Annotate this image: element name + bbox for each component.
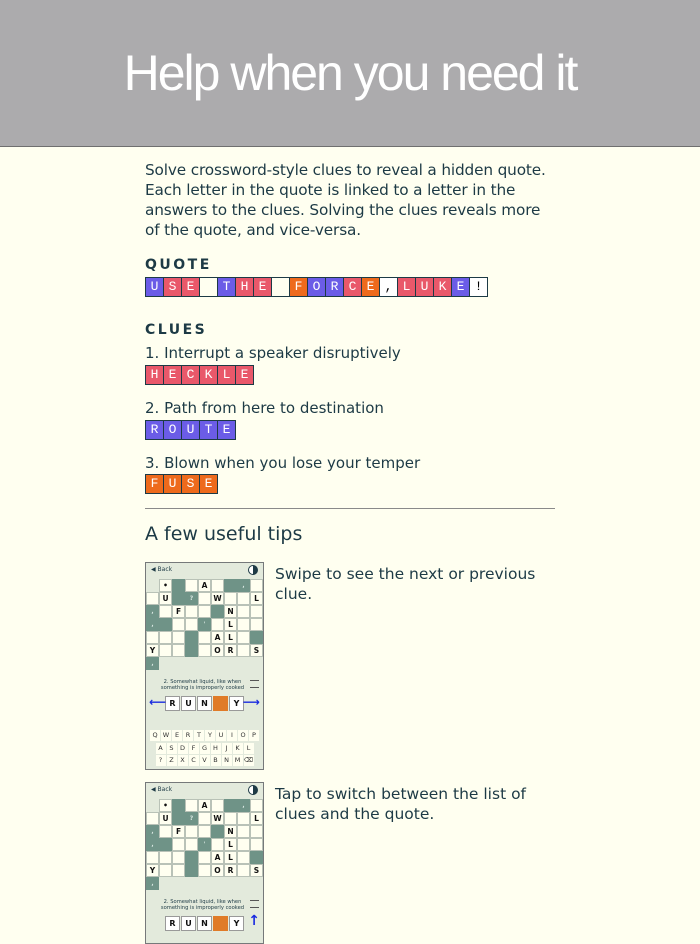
grid-cell[interactable] (185, 825, 198, 838)
quote-letter-tile[interactable]: E (181, 277, 200, 297)
grid-cell[interactable]: O (211, 864, 224, 877)
quote-label: QUOTE (145, 257, 212, 273)
grid-cell[interactable]: L (224, 618, 237, 631)
grid-cell[interactable] (146, 631, 159, 644)
grid-cell[interactable] (172, 877, 185, 890)
grid-cell[interactable]: L (224, 631, 237, 644)
grid-cell[interactable]: N (224, 605, 237, 618)
grid-cell[interactable] (185, 631, 198, 644)
answer-cell[interactable]: N (197, 696, 212, 711)
tip-1-text: Swipe to see the next or previous clue. (275, 565, 536, 603)
grid-cell[interactable] (250, 657, 263, 670)
crossword-grid (146, 799, 263, 890)
grid-cell[interactable] (185, 864, 198, 877)
crossword-grid (146, 579, 263, 670)
answer-cell[interactable]: R (165, 696, 180, 711)
keyboard-row (146, 730, 263, 741)
tips-heading: A few useful tips (145, 523, 303, 545)
arrow-left-icon[interactable]: ⟵ (149, 695, 167, 709)
grid-cell[interactable] (159, 825, 172, 838)
tip-2-text: Tap to switch between the list of clues and the quote. (275, 785, 527, 823)
keyboard-key[interactable]: O (238, 730, 248, 741)
grid-cell[interactable]: L (224, 838, 237, 851)
answer-cell[interactable]: R (165, 916, 180, 931)
grid-cell[interactable]: , (146, 825, 159, 838)
grid-cell[interactable] (224, 799, 237, 812)
clue-1-tiles (145, 365, 253, 385)
grid-cell[interactable]: F (172, 605, 185, 618)
keyboard-key[interactable]: P (249, 730, 259, 741)
arrow-right-icon[interactable]: ⟶ (242, 695, 260, 709)
keyboard-key[interactable]: J (222, 743, 232, 754)
keyboard-key[interactable]: C (189, 755, 199, 766)
keyboard-key[interactable]: ? (156, 755, 166, 766)
phone-top-bar (146, 783, 263, 797)
answer-letter-tile[interactable]: E (199, 474, 218, 494)
quote-letter-tile[interactable]: E (253, 277, 272, 297)
grid-cell[interactable]: L (224, 851, 237, 864)
keyboard-key[interactable]: H (211, 743, 221, 754)
grid-cell[interactable] (198, 605, 211, 618)
grid-cell[interactable] (159, 838, 172, 851)
grid-cell[interactable] (250, 825, 263, 838)
quote-letter-tile[interactable]: , (379, 277, 398, 297)
grid-cell[interactable] (172, 579, 185, 592)
grid-cell[interactable] (198, 877, 211, 890)
answer-letter-tile[interactable]: U (181, 420, 200, 440)
keyboard-key[interactable]: U (216, 730, 226, 741)
grid-cell[interactable] (159, 631, 172, 644)
quote-letter-tile[interactable]: K (433, 277, 452, 297)
grid-cell[interactable]: F (172, 825, 185, 838)
grid-cell[interactable] (159, 618, 172, 631)
grid-cell[interactable]: ' (198, 618, 211, 631)
answer-cell[interactable]: U (181, 916, 196, 931)
answer-row (146, 913, 263, 930)
clue-2-tiles (145, 420, 235, 440)
grid-cell[interactable] (237, 605, 250, 618)
answer-cell[interactable]: Y (229, 916, 244, 931)
grid-cell[interactable] (250, 618, 263, 631)
keyboard-key[interactable]: F (189, 743, 199, 754)
grid-cell[interactable] (198, 631, 211, 644)
grid-cell[interactable] (237, 657, 250, 670)
grid-cell[interactable] (146, 812, 159, 825)
grid-cell[interactable] (250, 605, 263, 618)
quote-letter-tile[interactable] (271, 277, 290, 297)
keyboard-key[interactable]: Y (205, 730, 215, 741)
quote-letter-tile[interactable]: E (451, 277, 470, 297)
grid-cell[interactable]: N (224, 825, 237, 838)
intro-text: Solve crossword-style clues to reveal a hidden quote. Each letter in the quote is linked to a letter in the answers to the clues. Solving the clues reveals more of the quote, and vice-versa. (145, 161, 546, 239)
answer-cell[interactable] (213, 916, 228, 931)
grid-cell[interactable]: , (237, 579, 250, 592)
answer-cell[interactable] (213, 696, 228, 711)
keyboard-key[interactable]: T (194, 730, 204, 741)
grid-cell[interactable]: Y (146, 864, 159, 877)
grid-cell[interactable]: L (250, 592, 263, 605)
grid-cell[interactable]: ? (185, 592, 198, 605)
grid-cell[interactable]: A (211, 851, 224, 864)
keyboard-key[interactable]: E (172, 730, 182, 741)
grid-cell[interactable] (185, 851, 198, 864)
grid-cell[interactable] (172, 644, 185, 657)
grid-cell[interactable] (237, 644, 250, 657)
grid-cell[interactable] (185, 799, 198, 812)
keyboard-key[interactable]: M (233, 755, 243, 766)
keyboard (146, 730, 263, 766)
grid-cell[interactable] (172, 592, 185, 605)
grid-cell[interactable] (198, 644, 211, 657)
phone-screenshot-swipe (145, 562, 264, 770)
answer-letter-tile[interactable]: F (145, 474, 164, 494)
grid-cell[interactable] (185, 618, 198, 631)
grid-cell[interactable] (198, 657, 211, 670)
grid-cell[interactable] (172, 618, 185, 631)
grid-cell[interactable] (250, 631, 263, 644)
grid-cell[interactable] (159, 605, 172, 618)
clue-3-text: 3. Blown when you lose your temper (145, 454, 421, 472)
grid-cell[interactable] (159, 657, 172, 670)
keyboard-key[interactable]: X (178, 755, 188, 766)
grid-cell[interactable] (172, 864, 185, 877)
grid-cell[interactable]: A (211, 631, 224, 644)
grid-cell[interactable] (159, 864, 172, 877)
grid-cell[interactable] (237, 877, 250, 890)
grid-cell[interactable] (237, 825, 250, 838)
grid-cell[interactable] (198, 851, 211, 864)
quote-letter-tile[interactable]: H (235, 277, 254, 297)
grid-cell[interactable] (224, 877, 237, 890)
grid-cell[interactable] (224, 812, 237, 825)
answer-letter-tile[interactable]: C (181, 365, 200, 385)
grid-cell[interactable] (185, 838, 198, 851)
theme-toggle-icon[interactable] (248, 565, 258, 575)
grid-cell[interactable] (211, 618, 224, 631)
grid-cell[interactable]: U (159, 812, 172, 825)
divider (145, 508, 555, 509)
quote-letter-tile[interactable]: T (217, 277, 236, 297)
grid-cell[interactable] (159, 851, 172, 864)
answer-letter-tile[interactable]: E (217, 420, 236, 440)
grid-cell[interactable]: , (146, 877, 159, 890)
keyboard-key[interactable]: S (167, 743, 177, 754)
grid-cell[interactable]: , (146, 618, 159, 631)
grid-cell[interactable] (224, 592, 237, 605)
grid-cell[interactable] (172, 838, 185, 851)
grid-cell[interactable]: • (159, 579, 172, 592)
quote-letter-tile[interactable]: ! (469, 277, 488, 297)
grid-cell[interactable] (237, 838, 250, 851)
grid-cell[interactable]: W (211, 592, 224, 605)
answer-letter-tile[interactable]: U (163, 474, 182, 494)
clue-1-text: 1. Interrupt a speaker disruptively (145, 344, 401, 362)
grid-cell[interactable]: S (250, 644, 263, 657)
keyboard-key[interactable]: D (178, 743, 188, 754)
keyboard-key[interactable]: I (227, 730, 237, 741)
back-button[interactable]: ◀ Back (151, 786, 173, 793)
grid-cell[interactable]: S (250, 864, 263, 877)
answer-letter-tile[interactable]: K (199, 365, 218, 385)
grid-cell[interactable]: ' (198, 838, 211, 851)
grid-cell[interactable] (172, 812, 185, 825)
grid-cell[interactable] (146, 579, 159, 592)
arrow-up-icon[interactable]: ↑ (248, 913, 260, 929)
keyboard-key[interactable]: N (222, 755, 232, 766)
quote-tiles (145, 277, 487, 297)
grid-cell[interactable] (250, 799, 263, 812)
quote-letter-tile[interactable] (199, 277, 218, 297)
grid-cell[interactable] (172, 851, 185, 864)
keyboard-key[interactable]: Z (167, 755, 177, 766)
page-title: Help when you need it (123, 45, 577, 101)
grid-cell[interactable] (211, 657, 224, 670)
grid-cell[interactable]: W (211, 812, 224, 825)
grid-cell[interactable] (211, 605, 224, 618)
keyboard-key[interactable]: B (211, 755, 221, 766)
grid-cell[interactable] (211, 877, 224, 890)
clue-text: 2. Somewhat liquid, like when something is improperly cooked (160, 899, 245, 911)
answer-letter-tile[interactable]: L (217, 365, 236, 385)
grid-cell[interactable] (237, 618, 250, 631)
phone-screenshot-tap (145, 782, 264, 944)
keyboard-row (146, 743, 263, 754)
quote-letter-tile[interactable]: U (415, 277, 434, 297)
grid-cell[interactable]: , (146, 838, 159, 851)
answer-letter-tile[interactable]: E (235, 365, 254, 385)
grid-cell[interactable] (172, 631, 185, 644)
grid-cell[interactable] (198, 812, 211, 825)
answer-row (146, 696, 263, 710)
grid-cell[interactable] (237, 851, 250, 864)
keyboard-key[interactable]: A (156, 743, 166, 754)
answer-letter-tile[interactable]: T (199, 420, 218, 440)
grid-cell[interactable] (250, 851, 263, 864)
grid-cell[interactable] (211, 799, 224, 812)
grid-cell[interactable]: , (237, 799, 250, 812)
list-icon[interactable] (250, 680, 259, 688)
current-clue[interactable] (146, 899, 263, 911)
grid-cell[interactable] (185, 657, 198, 670)
quote-letter-tile[interactable]: L (397, 277, 416, 297)
grid-cell[interactable]: A (198, 799, 211, 812)
grid-cell[interactable] (146, 592, 159, 605)
grid-cell[interactable]: Y (146, 644, 159, 657)
answer-cell[interactable]: U (181, 696, 196, 711)
quote-letter-tile[interactable]: C (343, 277, 362, 297)
back-button[interactable]: ◀ Back (151, 566, 173, 573)
grid-cell[interactable] (198, 864, 211, 877)
grid-cell[interactable] (224, 579, 237, 592)
grid-cell[interactable] (146, 851, 159, 864)
grid-cell[interactable]: A (198, 579, 211, 592)
keyboard-key[interactable]: W (162, 731, 170, 739)
clues-label: CLUES (145, 322, 208, 338)
grid-cell[interactable] (185, 644, 198, 657)
grid-cell[interactable] (185, 877, 198, 890)
grid-cell[interactable] (250, 838, 263, 851)
quote-letter-tile[interactable]: E (361, 277, 380, 297)
quote-letter-tile[interactable]: U (145, 277, 164, 297)
grid-cell[interactable]: R (224, 644, 237, 657)
grid-cell[interactable] (211, 579, 224, 592)
list-icon[interactable] (250, 900, 259, 908)
keyboard-key[interactable]: ⌫ (243, 756, 254, 764)
answer-cell[interactable]: N (197, 916, 212, 931)
grid-cell[interactable] (172, 657, 185, 670)
quote-letter-tile[interactable]: O (307, 277, 326, 297)
grid-cell[interactable] (185, 605, 198, 618)
grid-cell[interactable] (250, 579, 263, 592)
grid-cell[interactable] (237, 864, 250, 877)
answer-letter-tile[interactable]: E (163, 365, 182, 385)
answer-letter-tile[interactable]: S (181, 474, 200, 494)
clue-2-text: 2. Path from here to destination (145, 399, 384, 417)
clue-text: 2. Somewhat liquid, like when something is improperly cooked (160, 679, 245, 691)
phone-top-bar (146, 563, 263, 577)
answer-letter-tile[interactable]: O (163, 420, 182, 440)
clue-3-tiles (145, 474, 217, 494)
keyboard-key[interactable]: Q (150, 730, 160, 741)
grid-cell[interactable]: U (159, 592, 172, 605)
header (0, 0, 700, 147)
grid-cell[interactable] (159, 644, 172, 657)
grid-cell[interactable] (172, 799, 185, 812)
grid-cell[interactable] (146, 799, 159, 812)
grid-cell[interactable] (250, 877, 263, 890)
grid-cell[interactable]: • (159, 799, 172, 812)
grid-cell[interactable] (185, 579, 198, 592)
answer-letter-tile[interactable]: R (145, 420, 164, 440)
grid-cell[interactable]: L (250, 812, 263, 825)
grid-cell[interactable]: , (146, 605, 159, 618)
quote-letter-tile[interactable]: F (289, 277, 308, 297)
grid-cell[interactable]: , (146, 657, 159, 670)
grid-cell[interactable]: ? (185, 812, 198, 825)
theme-toggle-icon[interactable] (248, 785, 258, 795)
keyboard-key[interactable]: L (244, 743, 254, 754)
keyboard-key[interactable]: K (233, 743, 243, 754)
answer-letter-tile[interactable]: H (145, 365, 164, 385)
grid-cell[interactable] (211, 825, 224, 838)
keyboard-key[interactable]: G (200, 743, 210, 754)
grid-cell[interactable] (211, 838, 224, 851)
quote-letter-tile[interactable]: R (325, 277, 344, 297)
grid-cell[interactable] (237, 592, 250, 605)
grid-cell[interactable] (237, 631, 250, 644)
keyboard-key[interactable]: V (200, 755, 210, 766)
quote-letter-tile[interactable]: S (163, 277, 182, 297)
keyboard-key[interactable]: R (183, 730, 193, 741)
current-clue[interactable] (146, 679, 263, 691)
keyboard-row (146, 755, 263, 766)
grid-cell[interactable] (237, 812, 250, 825)
answer-cell[interactable]: Y (229, 696, 244, 711)
grid-cell[interactable] (198, 592, 211, 605)
grid-cell[interactable]: O (211, 644, 224, 657)
grid-cell[interactable] (159, 877, 172, 890)
grid-cell[interactable] (198, 825, 211, 838)
grid-cell[interactable]: R (224, 864, 237, 877)
grid-cell[interactable] (224, 657, 237, 670)
